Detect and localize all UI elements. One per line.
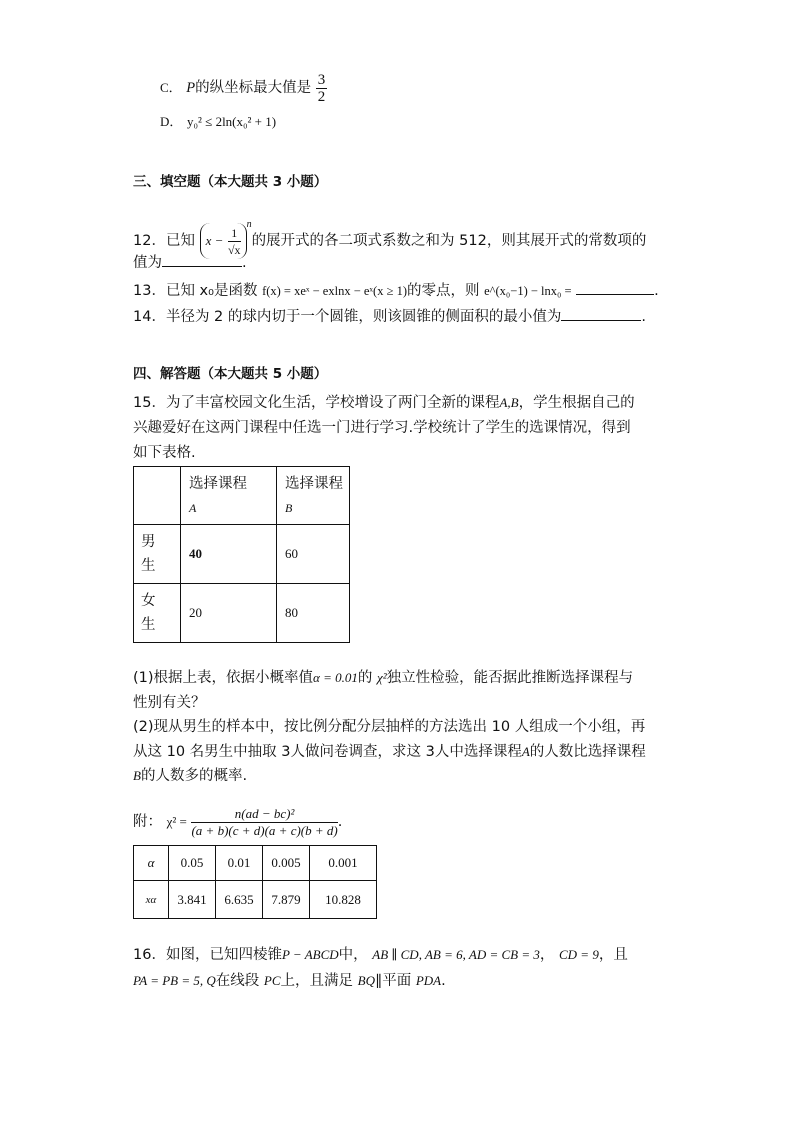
- table-row: [134, 881, 377, 919]
- q15-line1-b: ，学生根据自己的: [518, 395, 635, 411]
- question-12: [133, 205, 647, 257]
- question-12-line2: [133, 251, 247, 272]
- header-b-label: 选择课程: [285, 475, 343, 492]
- table-row: [134, 846, 377, 881]
- cell-male-b: 60: [277, 525, 350, 584]
- cell-female-a: 20: [181, 584, 277, 643]
- formula-denominator: (a + b)(c + d)(a + c)(b + d): [191, 822, 338, 838]
- option-d-formula: y₀² ≤ 2ln(x₀² + 1): [187, 114, 277, 129]
- p2-line2-var: A: [521, 743, 530, 759]
- option-c-var: P: [186, 80, 196, 96]
- q12-base: x −: [205, 233, 224, 248]
- q12-number: 12．已知: [133, 233, 195, 249]
- p2-line2-b: 的人数比选择课程: [529, 743, 646, 760]
- section-fill-in-title: 三、填空题（本大题共 3 小题）: [133, 174, 328, 190]
- q13-function: f(x) = xeˣ − exlnx − eˣ(x ≥ 1): [262, 284, 407, 298]
- header-b-var: B: [285, 500, 293, 515]
- q16-conditions: AB ∥ CD, AB = 6, AD = CB = 3: [372, 947, 540, 962]
- q12-frac-num: 1: [228, 225, 241, 242]
- chi-square-formula: [133, 800, 342, 844]
- q16-pyramid: P − ABCD: [281, 947, 339, 962]
- alpha-value: 0.01: [216, 846, 263, 881]
- row-label-line2: 生: [141, 617, 156, 633]
- q13-pre: 13．已知 x₀是函数: [133, 283, 258, 299]
- q16-line1-b: 中，: [338, 947, 368, 963]
- formula-end: .: [337, 814, 343, 830]
- course-selection-table: [133, 466, 350, 643]
- row-label-line2: 生: [141, 558, 156, 574]
- x-alpha-value: 10.828: [310, 881, 377, 919]
- row-label-male: [134, 525, 181, 584]
- p1-b: 的: [357, 670, 373, 686]
- question-14: [133, 305, 646, 326]
- q15-line1-a: 15．为了丰富校园文化生活，学校增设了两门全新的课程: [133, 395, 500, 411]
- q16-line2-c: 上，且满足: [280, 973, 354, 989]
- alpha-value: 0.005: [263, 846, 310, 881]
- table-corner-cell: [134, 467, 181, 525]
- x-alpha-value: 7.879: [263, 881, 310, 919]
- header-a-label: 选择课程: [189, 475, 247, 492]
- option-d: [160, 112, 276, 132]
- question-13: [133, 279, 659, 300]
- q16-bq: BQ: [357, 973, 375, 988]
- q16-line2-d: ∥平面: [374, 973, 412, 989]
- p1-chi: χ²: [377, 670, 387, 685]
- q15-part1-line2: 性别有关？: [133, 694, 206, 711]
- table-header-course-b: [277, 467, 350, 525]
- question-16: [133, 942, 628, 994]
- q16-pda: PDA: [415, 973, 442, 988]
- q15-part2-line2: [133, 740, 646, 765]
- formula-prefix: 附：: [133, 814, 162, 830]
- q15-line3: 如下表格.: [133, 445, 196, 461]
- p1-alpha: α = 0.01: [313, 670, 358, 685]
- section-solve-title: 四、解答题（本大题共 5 小题）: [133, 366, 328, 382]
- p2-line2-a: 从这 10 名男生中抽取 3人做问卷调查，求这 3人中选择课程: [133, 743, 522, 760]
- option-c-frac-den: 2: [317, 88, 326, 105]
- q16-pc: PC: [263, 973, 281, 988]
- q12-end: .: [242, 255, 247, 271]
- cell-female-b: 80: [277, 584, 350, 643]
- alpha-value: 0.05: [169, 846, 216, 881]
- table-row: [134, 584, 350, 643]
- x-alpha-label: xα: [134, 881, 169, 919]
- p1-a: (1)根据上表，依据小概率值: [133, 670, 314, 686]
- critical-values-table: [133, 845, 377, 919]
- q15-part1-line1: [133, 666, 646, 691]
- option-c-text: 的纵坐标最大值是: [195, 80, 312, 96]
- q15-part2-line1: (2)现从男生的样本中，按比例分配分层抽样的方法选出 10 人组成一个小组，再: [133, 719, 646, 735]
- q12-frac-den: √x: [227, 242, 241, 257]
- q12-line2: 值为: [133, 255, 162, 271]
- x-alpha-value: 6.635: [216, 881, 263, 919]
- q15-line1: [133, 390, 635, 416]
- q16-line1-d: ，: [539, 947, 555, 963]
- option-c-letter: C．: [160, 80, 182, 95]
- q14-text: 14．半径为 2 的球内切于一个圆锥，则该圆锥的侧面积的最小值为: [133, 309, 562, 325]
- q12-text: 的展开式的各二项式系数之和为 512，则其展开式的常数项的: [251, 233, 647, 249]
- formula-chi: χ² =: [166, 814, 187, 829]
- formula-numerator: n(ad − bc)²: [191, 806, 337, 823]
- x-alpha-value: 3.841: [169, 881, 216, 919]
- question-15: [133, 390, 635, 466]
- table-row: [134, 525, 350, 584]
- cell-male-a: 40: [181, 525, 277, 584]
- q13-answer-blank: [576, 280, 654, 295]
- table-header-course-a: [181, 467, 277, 525]
- table-header-row: [134, 467, 350, 525]
- question-15-parts: [133, 666, 646, 789]
- q16-pa-pb: PA = PB = 5, Q: [133, 973, 216, 988]
- alpha-label: α: [134, 846, 169, 881]
- option-c-fraction: [316, 72, 328, 105]
- header-a-var: A: [189, 500, 197, 515]
- q16-cd-length: CD = 9: [558, 947, 599, 962]
- q15-line1-var: A,B: [499, 395, 519, 410]
- row-label-line1: 男: [141, 534, 156, 550]
- option-d-letter: D．: [160, 114, 183, 129]
- q16-line1-a: 16．如图，已知四棱锥: [133, 947, 282, 963]
- q13-end: .: [654, 283, 659, 299]
- p2-line3: 的人数多的概率.: [140, 768, 248, 784]
- q12-exponent: n: [246, 219, 252, 230]
- q16-line1-f: ，且: [598, 947, 628, 963]
- option-c-frac-num: 3: [317, 71, 326, 88]
- q13-expression: e^(x₀−1) − lnx₀ =: [484, 284, 572, 298]
- p1-c: 独立性检验，能否据此推断选择课程与: [386, 670, 634, 686]
- p2-line3-var: B: [133, 768, 141, 783]
- option-c: [160, 68, 327, 108]
- q16-line2-b: 在线段: [215, 973, 260, 989]
- q16-line2-end: .: [441, 973, 446, 989]
- row-label-female: [134, 584, 181, 643]
- q14-end: .: [641, 309, 647, 325]
- formula-fraction: [191, 806, 337, 839]
- q16-line2: [133, 968, 628, 994]
- q16-line1: [133, 942, 628, 968]
- q15-line2: 兴趣爱好在这两门课程中任选一门进行学习.学校统计了学生的选课情况，得到: [133, 420, 631, 436]
- q13-mid: 的零点，则: [406, 283, 480, 299]
- q14-answer-blank: [561, 306, 641, 321]
- row-label-line1: 女: [141, 593, 156, 609]
- alpha-value: 0.001: [310, 846, 377, 881]
- q12-answer-blank: [162, 252, 242, 267]
- q15-part2-line3: [133, 764, 646, 789]
